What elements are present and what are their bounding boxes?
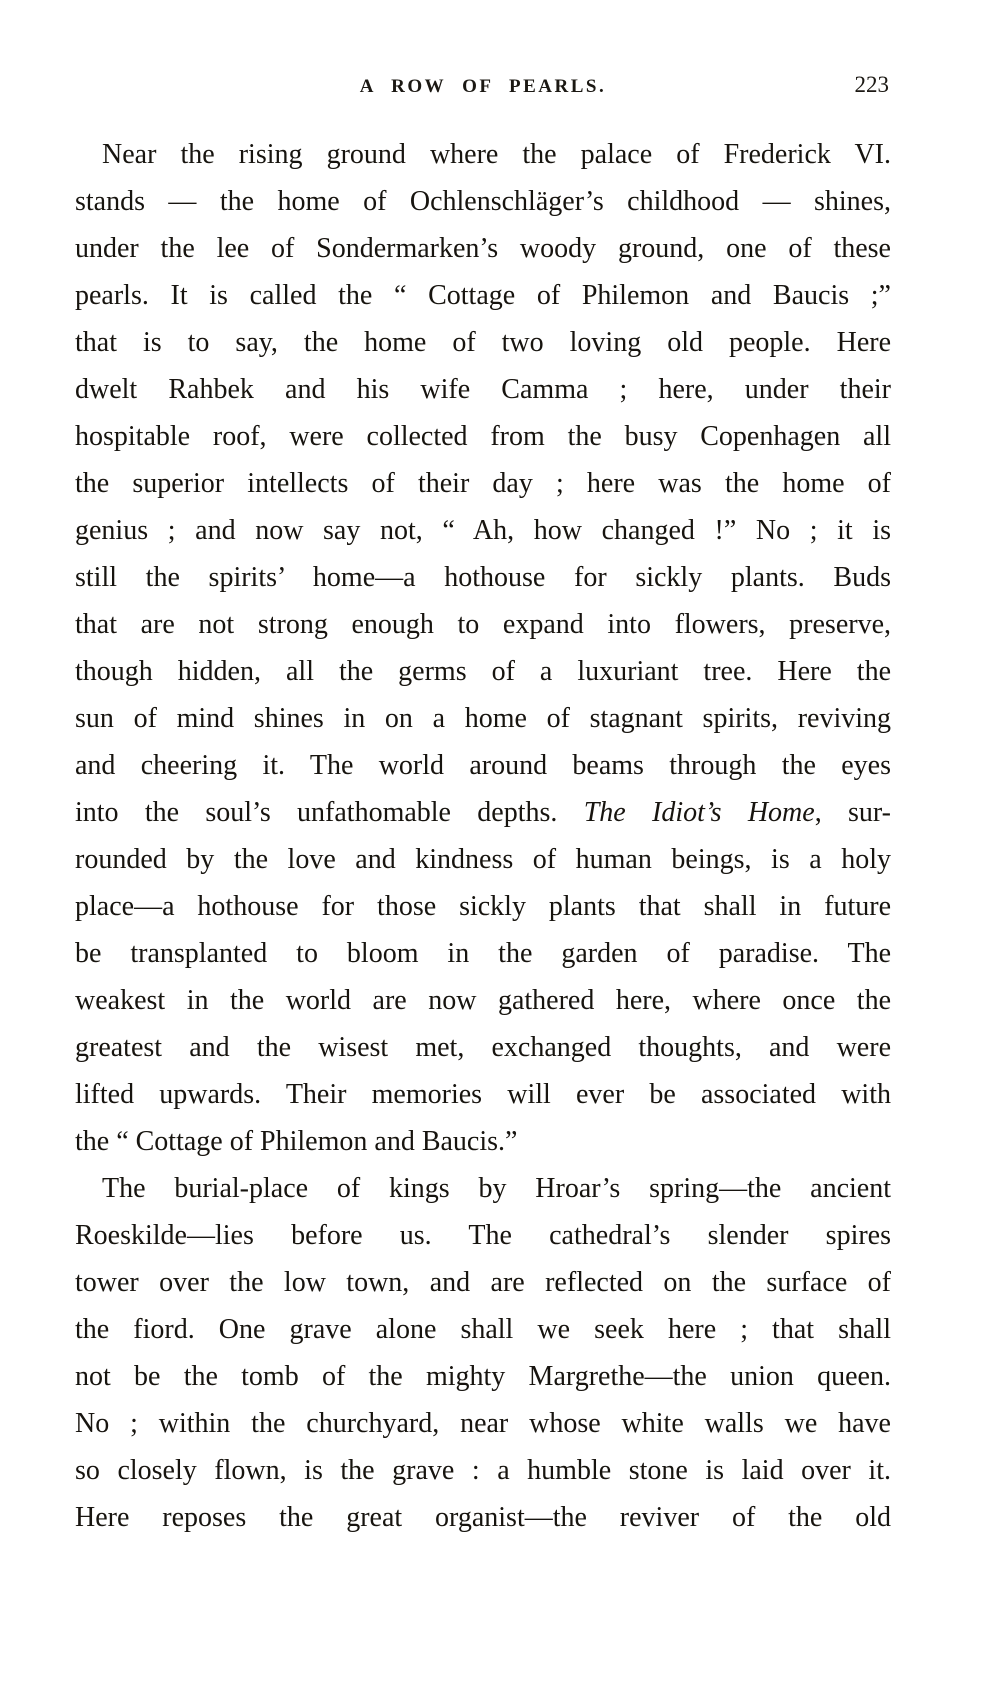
text-segment: under the lee of Sondermarken’s woody ground, one of these [75,233,891,264]
text-line [75,930,891,977]
text-line [75,413,891,460]
text-line [75,601,891,648]
text-segment: Near the rising ground where the palace of Frederick VI. [102,139,891,170]
page-number: 223 [854,72,889,97]
text-segment: genius ; and now say not, “ Ah, how changed !” No ; it is [75,515,891,546]
text-segment: tower over the low town, and are reflected on the surface of [75,1267,891,1298]
page-text-column [75,72,891,1541]
text-line [75,1118,891,1165]
text-segment: dwelt Rahbek and his wife Camma ; here, under their [75,374,891,405]
text-line [75,366,891,413]
text-segment: hospitable roof, were collected from the busy Copenhagen all [75,421,891,452]
text-line [75,131,891,178]
text-line [75,460,891,507]
text-line [75,883,891,930]
text-line [75,1212,891,1259]
text-segment: rounded by the love and kindness of human beings, is a holy [75,844,891,875]
text-segment: place—a hothouse for those sickly plants that shall in future [75,891,891,922]
page-header [75,72,891,102]
text-line [75,1494,891,1541]
text-segment: still the spirits’ home—a hothouse for sickly plants. Buds [75,562,891,593]
text-line [75,695,891,742]
text-segment: , sur- [814,797,891,828]
text-line [75,977,891,1024]
text-segment: so closely flown, is the grave : a humble stone is laid over it. [75,1455,891,1486]
text-line [75,789,891,836]
text-segment: Roeskilde—lies before us. The cathedral’s slender spires [75,1220,891,1251]
text-line [75,836,891,883]
text-segment: No ; within the churchyard, near whose white walls we have [75,1408,891,1439]
text-line [75,1259,891,1306]
text-line [75,648,891,695]
text-line [75,1165,891,1212]
text-segment: the “ Cottage of Philemon and Baucis.” [75,1126,518,1157]
text-line [75,1447,891,1494]
text-line [75,1306,891,1353]
text-line [75,178,891,225]
text-segment: pearls. It is called the “ Cottage of Philemon and Baucis ;” [75,280,891,311]
text-segment: not be the tomb of the mighty Margrethe—the union queen. [75,1361,891,1392]
text-segment: Here reposes the great organist—the reviver of the old [75,1502,891,1533]
text-line [75,272,891,319]
text-line [75,319,891,366]
text-segment: and cheering it. The world around beams through the eyes [75,750,891,781]
text-segment: stands — the home of Ochlenschläger’s childhood — shines, [75,186,891,217]
text-segment: greatest and the wisest met, exchanged thoughts, and were [75,1032,891,1063]
running-title: A ROW OF PEARLS. [359,76,607,97]
italic-text-segment: The Idiot’s Home [583,797,815,828]
text-segment: be transplanted to bloom in the garden of paradise. The [75,938,891,969]
text-segment: weakest in the world are now gathered here, where once the [75,985,891,1016]
text-segment: The burial-place of kings by Hroar’s spring—the ancient [102,1173,891,1204]
text-line [75,1400,891,1447]
text-line [75,554,891,601]
text-line [75,225,891,272]
text-segment: that is to say, the home of two loving old people. Here [75,327,891,358]
text-segment: the superior intellects of their day ; here was the home of [75,468,891,499]
text-segment: lifted upwards. Their memories will ever be associated with [75,1079,891,1110]
text-line [75,742,891,789]
text-line [75,1024,891,1071]
text-segment: sun of mind shines in on a home of stagnant spirits, reviving [75,703,891,734]
text-segment: that are not strong enough to expand into flowers, preserve, [75,609,891,640]
text-segment: though hidden, all the germs of a luxuriant tree. Here the [75,656,891,687]
page-body [75,131,891,1541]
text-line [75,1071,891,1118]
text-segment: the fiord. One grave alone shall we seek here ; that shall [75,1314,891,1345]
text-segment: into the soul’s unfathomable depths. [75,797,584,828]
text-line [75,507,891,554]
text-line [75,1353,891,1400]
